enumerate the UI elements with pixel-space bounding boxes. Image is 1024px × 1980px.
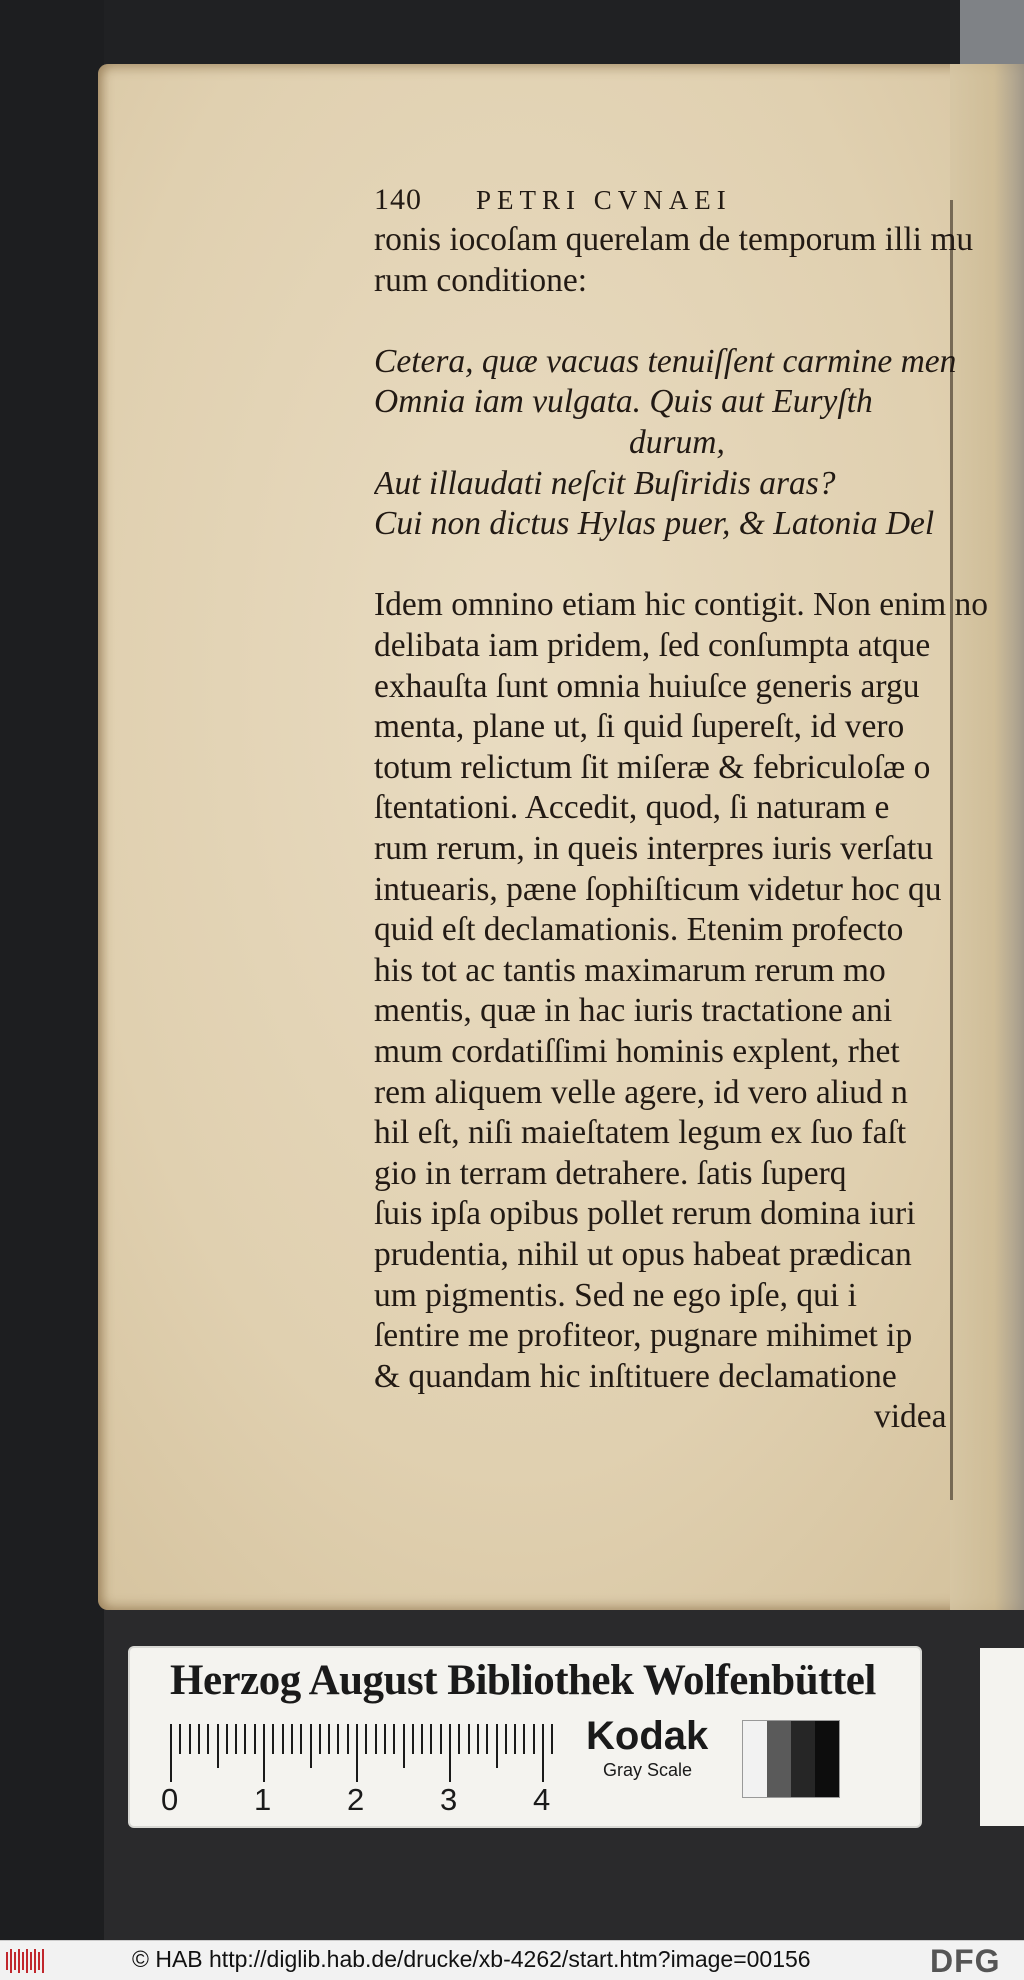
running-header [374, 180, 732, 221]
ruler-tick [477, 1724, 479, 1754]
ruler-tick [384, 1724, 386, 1754]
ruler-tick [458, 1724, 460, 1754]
ruler-tick [375, 1724, 377, 1754]
text-line: Cui non dictus Hylas puer, & Latonia Del [374, 505, 935, 543]
ruler-tick [496, 1724, 498, 1768]
logo-bar [26, 1949, 28, 1973]
text-line: ſuis ipſa opibus pollet rerum domina iuri [374, 1195, 916, 1233]
text-line: hil eſt, niſi maieſtatem legum ex ſuo faſt [374, 1114, 907, 1152]
text-line: rum rerum, in queis interpres iuris verſatu [374, 830, 934, 867]
ruler-tick [198, 1724, 200, 1754]
ruler-number: 0 [161, 1782, 179, 1817]
ruler-tick [523, 1724, 525, 1754]
ruler-number: 1 [254, 1782, 272, 1817]
hab-logo-icon [6, 1949, 48, 1973]
logo-bar [6, 1952, 8, 1970]
logo-bar [18, 1949, 20, 1973]
copyright-url[interactable]: © HAB http://diglib.hab.de/drucke/xb-4262/start.htm?image=00156 [132, 1946, 811, 1972]
gray-swatch-patch [767, 1721, 791, 1797]
ruler-tick [291, 1724, 293, 1754]
ruler-tick [310, 1724, 312, 1768]
text-line: videa [874, 1398, 947, 1436]
page-text-block [374, 180, 1024, 1490]
ruler-tick [468, 1724, 470, 1754]
ruler-tick [319, 1724, 321, 1754]
text-line: menta, plane ut, ſi quid ſupereſt, id vero [374, 708, 905, 746]
ruler-tick [403, 1724, 405, 1768]
page-number: 140 [374, 183, 422, 216]
ruler-tick [505, 1724, 507, 1754]
text-line: delibata iam pridem, ſed conſumpta atque [374, 627, 931, 664]
kodak-logo: Kodak [586, 1714, 709, 1758]
logo-bar [38, 1952, 40, 1970]
gray-swatch-patch [815, 1721, 839, 1797]
ruler-tick [254, 1724, 256, 1754]
text-line: intuearis, pæne ſophiſticum videtur hoc qu [374, 870, 942, 908]
ruler-tick [235, 1724, 237, 1754]
logo-bar [42, 1949, 44, 1973]
text-line: his tot ac tantis maximarum rerum mo [374, 951, 886, 989]
ruler-tick [412, 1724, 414, 1754]
text-line: ronis iocoſam querelam de temporum illi mu [374, 221, 974, 258]
text-line: mentis, quæ in hac iuris tractatione ani [374, 992, 893, 1030]
ruler-tick [365, 1724, 367, 1754]
ruler-tick [179, 1724, 181, 1754]
text-line: ſentire me profiteor, pugnare mihimet ip [374, 1317, 913, 1355]
ruler-tick [430, 1724, 432, 1754]
ruler-number: 2 [347, 1782, 365, 1817]
ruler-tick [244, 1724, 246, 1754]
ruler-tick [226, 1724, 228, 1754]
text-line: prudentia, nihil ut opus habeat prædican [374, 1236, 912, 1273]
footer-bar [0, 1940, 1024, 1980]
ruler-tick [337, 1724, 339, 1754]
gray-scale-label: Gray Scale [603, 1760, 693, 1780]
scanner-background-left [0, 0, 104, 1940]
gray-swatch-patch [743, 1721, 767, 1797]
ruler-tick [486, 1724, 488, 1754]
ruler-tick [207, 1724, 209, 1754]
ruler-tick [356, 1724, 358, 1782]
ruler-tick [514, 1724, 516, 1754]
text-line: mum cordatiſſimi hominis explent, rhet [374, 1033, 900, 1070]
ruler-tick [421, 1724, 423, 1754]
ruler-tick [170, 1724, 172, 1782]
ruler-tick [347, 1724, 349, 1754]
logo-bar [34, 1949, 36, 1973]
gray-scale-swatch [742, 1720, 840, 1798]
logo-bar [22, 1952, 24, 1970]
ruler-tick [393, 1724, 395, 1754]
ruler-tick [551, 1724, 553, 1754]
ruler-tick [272, 1724, 274, 1754]
library-name: Herzog August Bibliothek Wolfenbüttel [170, 1657, 876, 1704]
color-calibration-card [130, 1648, 920, 1826]
gray-swatch-patch [791, 1721, 815, 1797]
ruler-tick [542, 1724, 544, 1782]
ruler-number: 4 [533, 1782, 551, 1817]
text-line: totum relictum ſit miſeræ & febriculoſæ o [374, 748, 931, 786]
ruler-tick [440, 1724, 442, 1754]
ruler-tick [189, 1724, 191, 1754]
ruler-tick [300, 1724, 302, 1754]
facing-page-edge [960, 0, 1024, 64]
ruler-number: 3 [440, 1782, 458, 1817]
text-line: durum, [629, 424, 725, 461]
ruler-tick [449, 1724, 451, 1782]
text-line: um pigmentis. Sed ne ego ipſe, qui i [374, 1276, 857, 1314]
text-line: rum conditione: [374, 261, 588, 299]
scanner-background-top [0, 0, 1024, 64]
text-line: & quandam hic inſtituere declamatione [374, 1357, 897, 1395]
logo-bar [10, 1949, 12, 1973]
ruler-tick [217, 1724, 219, 1768]
text-line: Omnia iam vulgata. Quis aut Euryſth [374, 383, 873, 421]
text-line: gio in terram detrahere. ſatis ſuperq [374, 1154, 847, 1192]
ruler-tick [533, 1724, 535, 1754]
ruler-tick [328, 1724, 330, 1754]
text-line: Aut illaudati neſcit Buſiridis aras? [374, 464, 836, 502]
text-line: ſtentationi. Accedit, quod, ſi naturam e [374, 789, 890, 827]
running-title: PETRI CVNAEI [476, 185, 732, 215]
dfg-logo: DFG [930, 1943, 1001, 1979]
logo-bar [14, 1952, 16, 1970]
text-line: Cetera, quæ vacuas tenuiſſent carmine men [374, 342, 957, 380]
text-line: quid eſt declamationis. Etenim profecto [374, 911, 904, 949]
ruler-tick [263, 1724, 265, 1782]
text-line: Idem omnino etiam hic contigit. Non enim no [374, 586, 989, 624]
color-card-partial [980, 1648, 1024, 1826]
text-line: exhauſta ſunt omnia huiuſce generis argu [374, 667, 920, 705]
text-line: rem aliquem velle agere, id vero aliud n [374, 1073, 908, 1111]
ruler-tick [282, 1724, 284, 1754]
logo-bar [30, 1952, 32, 1970]
